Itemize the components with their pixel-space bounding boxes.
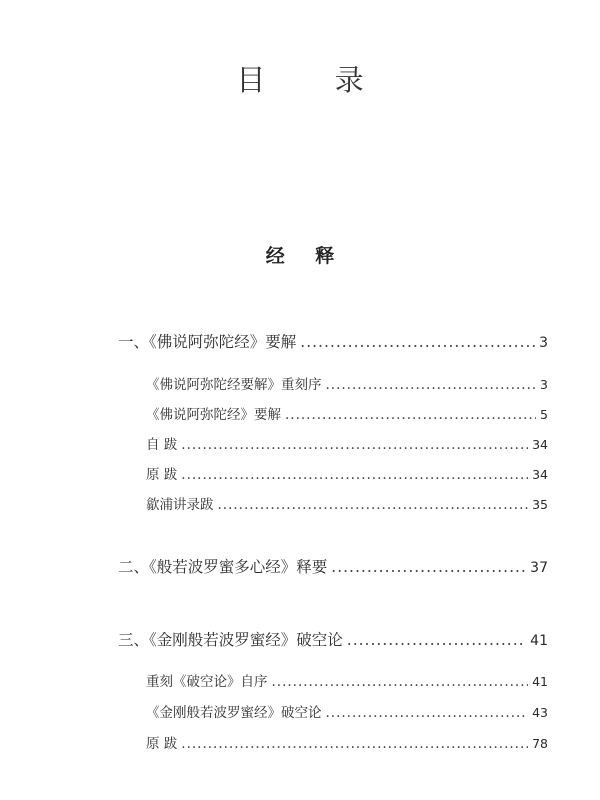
toc-entry-label: 自 跋 [146, 437, 178, 453]
section-title: 经 释 [265, 245, 347, 267]
toc-entry-page: 43 [532, 705, 548, 720]
toc-entry [146, 373, 548, 393]
toc-entry-label: 二、《般若波罗蜜多心经》释要 [118, 558, 328, 576]
dot-leader [181, 736, 528, 752]
dot-leader [331, 558, 526, 576]
toc-entry [146, 463, 548, 483]
toc-entry-label: 《金刚般若波罗蜜经》破空论 [146, 705, 322, 721]
toc-entry-label: 原 跋 [146, 467, 178, 483]
toc-entry-page: 34 [532, 467, 548, 482]
toc-entry-label: 重刻《破空论》自序 [146, 674, 268, 690]
toc-entry-label: 原 跋 [146, 736, 178, 752]
toc-entry-label: 《佛说阿弥陀经要解》重刻序 [146, 377, 322, 393]
dot-leader [218, 497, 529, 513]
toc-entry-page: 3 [539, 335, 548, 351]
dot-leader [181, 467, 528, 483]
dot-leader [326, 705, 529, 721]
dot-leader [181, 437, 528, 453]
toc-entry-page: 35 [532, 497, 548, 512]
toc-entry-label: 一、《佛说阿弥陀经》要解 [118, 333, 297, 351]
dot-leader [272, 674, 529, 690]
toc-entry-page: 78 [532, 736, 548, 751]
dot-leader [285, 407, 536, 423]
toc-entry [146, 732, 548, 752]
dot-leader [300, 333, 535, 351]
toc-entry [118, 330, 548, 352]
toc-entry [118, 628, 548, 650]
page-title: 目 录 [236, 63, 394, 97]
toc-entry-page: 34 [532, 437, 548, 452]
toc-entry [146, 433, 548, 453]
toc-entry-label: 歙浦讲录跋 [146, 497, 214, 513]
toc-entry-page: 5 [540, 407, 548, 422]
toc-entry [118, 555, 548, 577]
toc-entry [146, 493, 548, 513]
dot-leader [347, 631, 526, 649]
toc-entry-page: 41 [532, 674, 548, 689]
toc-entry-label: 三、《金刚般若波罗蜜经》破空论 [118, 631, 343, 649]
dot-leader [326, 377, 537, 393]
toc-entry-page: 37 [530, 560, 548, 576]
toc-entry [146, 403, 548, 423]
toc-entry-page: 41 [530, 633, 548, 649]
toc-entry-label: 《佛说阿弥陀经》要解 [146, 407, 281, 423]
toc-entry-page: 3 [540, 377, 548, 392]
toc-entry [146, 701, 548, 721]
toc-entry [146, 670, 548, 690]
